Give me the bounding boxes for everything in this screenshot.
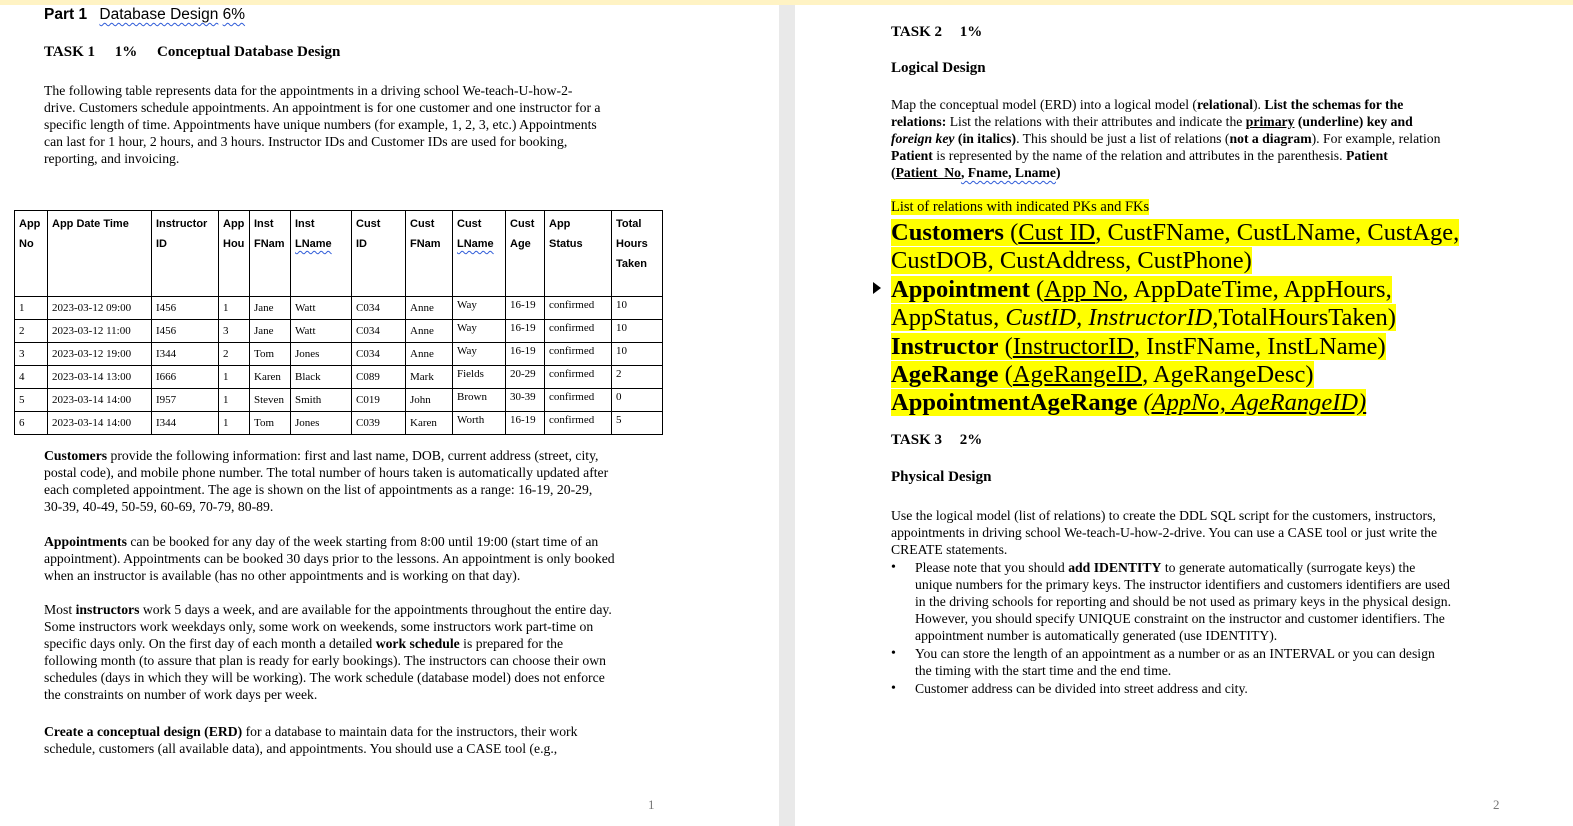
table-cell: 2023-03-14 14:00 [48,389,152,412]
header-inst-fname: Inst FNam [250,211,291,297]
header-app-status: App Status [545,211,612,297]
relations-list-heading [891,199,1149,216]
table-cell: 16-19 [506,412,545,435]
header-inst-lname: Inst LName [291,211,352,297]
table-cell: 5 [15,389,48,412]
table-cell: Tom [250,412,291,435]
table-cell: C019 [352,389,406,412]
table-cell: 3 [15,343,48,366]
header-cust-age: Cust Age [506,211,545,297]
create-erd-paragraph [44,723,684,757]
table-cell: Steven [250,389,291,412]
header-app-hours: App Hou [219,211,250,297]
text-line: schedules (days in which they will be working). The work schedule (database model) does not enforce [44,670,605,685]
table-cell: I344 [152,343,219,366]
text-line: relations: List the relations with their attributes and indicate the primary (underline) key and [891,114,1413,129]
text-line: when an instructor is available (has no other appointments and is working on that day). [44,568,521,583]
table-cell: C034 [352,343,406,366]
table-cell: 2 [612,366,663,389]
text-line: specific length of time. Appointments have unique numbers (for example, 1, 2, 3, etc.) Appointments [44,117,597,132]
part-weight: 6% [222,6,246,23]
text-line: the constraints on number of work days per week. [44,687,318,702]
table-header-row [15,211,663,297]
header-total-hours-taken: Total Hours Taken [612,211,663,297]
table-cell: 1 [219,366,250,389]
relation-customers-cont: CustDOB, CustAddress, CustPhone) [891,247,1252,275]
table-cell: Jane [250,320,291,343]
table-cell: Way [453,297,506,320]
table-cell: 2023-03-14 13:00 [48,366,152,389]
table-cell: John [406,389,453,412]
table-cell: 5 [612,412,663,435]
text-line: foreign key (in italics). This should be just a list of relations (not a diagram). For example, relation [891,131,1441,146]
table-cell: 16-19 [506,343,545,366]
task1-heading [44,44,340,61]
bullet-address: • Customer address can be divided into street address and city. [891,680,1501,697]
table-cell: 3 [219,320,250,343]
text-line: Use the logical model (list of relations) to create the DDL SQL script for the customers, instructors, [891,508,1436,523]
task2-weight: 1% [959,24,983,40]
task3-heading [891,432,982,449]
table-row [15,343,663,366]
table-cell: Anne [406,297,453,320]
task3-label: TASK 3 [891,432,942,448]
text-line: Customers provide the following information: first and last name, DOB, current address (street, city, [44,448,599,463]
table-cell: confirmed [545,412,612,435]
table-cell: 16-19 [506,320,545,343]
table-cell: Way [453,343,506,366]
text-line: Patient is represented by the name of the relation and attributes in the parenthesis. Patient [891,148,1388,163]
text-line: 30-39, 40-49, 50-59, 60-69, 70-79, 80-89. [44,499,274,514]
header-app-no: App No [15,211,48,297]
text-line: The following table represents data for the appointments in a driving school We-teach-U-how-2- [44,83,573,98]
relations-heading-text: List of relations with indicated PKs and FKs [891,199,1150,215]
table-row [15,320,663,343]
customers-paragraph [44,447,684,515]
text-line: appointments in driving school We-teach-U-how-2-drive. You can use a CASE tool or just write the [891,525,1438,540]
text-line: Appointments can be booked for any day of the week starting from 8:00 until 19:00 (start time of an [44,534,599,549]
text-line: CREATE statements. [891,542,1008,557]
caret-marker-icon [872,281,882,299]
table-cell: Jane [250,297,291,320]
table-cell: 1 [219,297,250,320]
logical-design-paragraph [891,96,1531,181]
table-cell: C039 [352,412,406,435]
text-line: each completed appointment. The age is shown on the list of appointments as a range: 16-19, 20-29, [44,482,593,497]
part-heading [44,6,245,24]
task1-weight: 1% [114,44,138,60]
task1-label: TASK 1 [44,44,95,60]
table-row [15,297,663,320]
part-title: Database Design [99,6,219,23]
page-number: 2 [1493,797,1500,812]
page-number: 1 [648,797,655,812]
table-cell: 20-29 [506,366,545,389]
text-line: can last for 1 hour, 2 hours, and 3 hours. Instructor IDs and Customer IDs are used for booking, [44,134,568,149]
table-cell: C034 [352,320,406,343]
relation-customers: Customers (Cust ID, CustFName, CustLName, CustAge, [891,219,1460,246]
table-cell: 2023-03-12 09:00 [48,297,152,320]
task1-title: Conceptual Database Design [156,44,341,60]
text-line: (Patient_No, Fname, Lname) [891,165,1061,180]
document-page-2 [795,5,1573,826]
relations-list [891,219,1561,418]
header-cust-id: Cust ID [352,211,406,297]
table-cell: Fields [453,366,506,389]
table-cell: 2 [15,320,48,343]
text-line: schedule, customers (all available data), and appointments. You should use a CASE tool (e.g., [44,741,558,756]
table-cell: confirmed [545,389,612,412]
table-cell: Smith [291,389,352,412]
table-cell: 30-39 [506,389,545,412]
appointments-table [14,210,663,435]
text-line: following month (to assure that plan is ready for early bookings). The instructors can choose their own [44,653,606,668]
header-cust-lname: Cust LName [453,211,506,297]
bullet-identity: • Please note that you should add IDENTITY to generate automatically (surrogate keys) the unique numbers for the primary keys. The instructor identifiers and customers identifiers are used in the driving schools for reporting and should be not used as primary keys in the physical design. However, you should specify UNIQUE constraint on the instructor and customer identifiers. The appointment number is automatically generated (use IDENTITY). [891,559,1501,644]
text-line: specific days only. On the first day of each month a detailed work schedule is prepared for the [44,636,564,651]
table-cell: I456 [152,297,219,320]
instructors-paragraph [44,601,684,703]
text-line: appointment). Appointments can be booked 30 days prior to the lessons. An appointment is only booked [44,551,615,566]
part-label: Part 1 [44,6,88,23]
task3-weight: 2% [959,432,983,448]
table-cell: I666 [152,366,219,389]
text-line: reporting, and invoicing. [44,151,180,166]
table-cell: Watt [291,297,352,320]
table-cell: 0 [612,389,663,412]
table-cell: 1 [219,389,250,412]
document-page-1 [0,5,779,826]
table-cell: 1 [219,412,250,435]
physical-design-bullets [891,559,1501,698]
table-cell: confirmed [545,366,612,389]
text-line: postal code), and mobile phone number. The total number of hours taken is automatically updated after [44,465,609,480]
text-line: Map the conceptual model (ERD) into a logical model (relational). List the schemas for the [891,97,1404,112]
table-cell: Karen [250,366,291,389]
table-cell: Mark [406,366,453,389]
table-cell: Jones [291,412,352,435]
header-cust-fname: Cust FNam [406,211,453,297]
appointments-paragraph [44,533,684,584]
table-cell: I344 [152,412,219,435]
table-cell: Worth [453,412,506,435]
table-cell: 16-19 [506,297,545,320]
table-cell: Karen [406,412,453,435]
table-cell: Anne [406,320,453,343]
table-cell: Watt [291,320,352,343]
relation-instructor: Instructor (InstructorID, InstFName, InstLName) [891,332,1386,360]
table-cell: Black [291,366,352,389]
table-cell: Brown [453,389,506,412]
header-instructor-id: Instructor ID [152,211,219,297]
table-cell: confirmed [545,297,612,320]
table-cell: I456 [152,320,219,343]
table-cell: Jones [291,343,352,366]
table-cell: 10 [612,320,663,343]
table-cell: 2 [219,343,250,366]
table-cell: confirmed [545,343,612,366]
table-cell: 6 [15,412,48,435]
task2-label: TASK 2 [891,24,942,40]
table-row [15,412,663,435]
relation-agerange: AgeRange (AgeRangeID, AgeRangeDesc) [891,361,1314,389]
table-cell: Tom [250,343,291,366]
task2-title: Logical Design [891,60,986,76]
intro-paragraph [44,82,684,167]
table-cell: 10 [612,297,663,320]
table-cell: 4 [15,366,48,389]
table-cell: C034 [352,297,406,320]
task3-title: Physical Design [891,469,992,485]
table-cell: Way [453,320,506,343]
table-row [15,366,663,389]
relation-appointment: Appointment (App No, AppDateTime, AppHours, [891,275,1392,303]
bullet-interval: • You can store the length of an appointment as a number or as an INTERVAL or you can design the timing with the start time and the end time. [891,645,1501,679]
table-cell: confirmed [545,320,612,343]
relation-appointment-cont: AppStatus, CustID, InstructorID,TotalHoursTaken) [891,304,1396,332]
table-cell: Anne [406,343,453,366]
text-line: drive. Customers schedule appointments. An appointment is for one customer and one instructor for a [44,100,601,115]
physical-design-paragraph [891,507,1531,558]
task2-heading [891,24,982,41]
text-line: Some instructors work weekdays only, some work on weekends, some instructors work part-time on [44,619,594,634]
relation-appointment-agerange: AppointmentAgeRange (AppNo, AgeRangeID) [891,389,1367,417]
table-cell: I957 [152,389,219,412]
table-body [15,297,663,435]
text-line: Most instructors work 5 days a week, and are available for the appointments throughout the entire day. [44,602,612,617]
table-cell: 2023-03-12 11:00 [48,320,152,343]
header-app-date-time: App Date Time [48,211,152,297]
table-cell: 10 [612,343,663,366]
table-cell: C089 [352,366,406,389]
text-line: Create a conceptual design (ERD) for a database to maintain data for the instructors, their work [44,724,578,739]
table-cell: 2023-03-14 14:00 [48,412,152,435]
table-cell: 2023-03-12 19:00 [48,343,152,366]
table-cell: 1 [15,297,48,320]
table-row [15,389,663,412]
